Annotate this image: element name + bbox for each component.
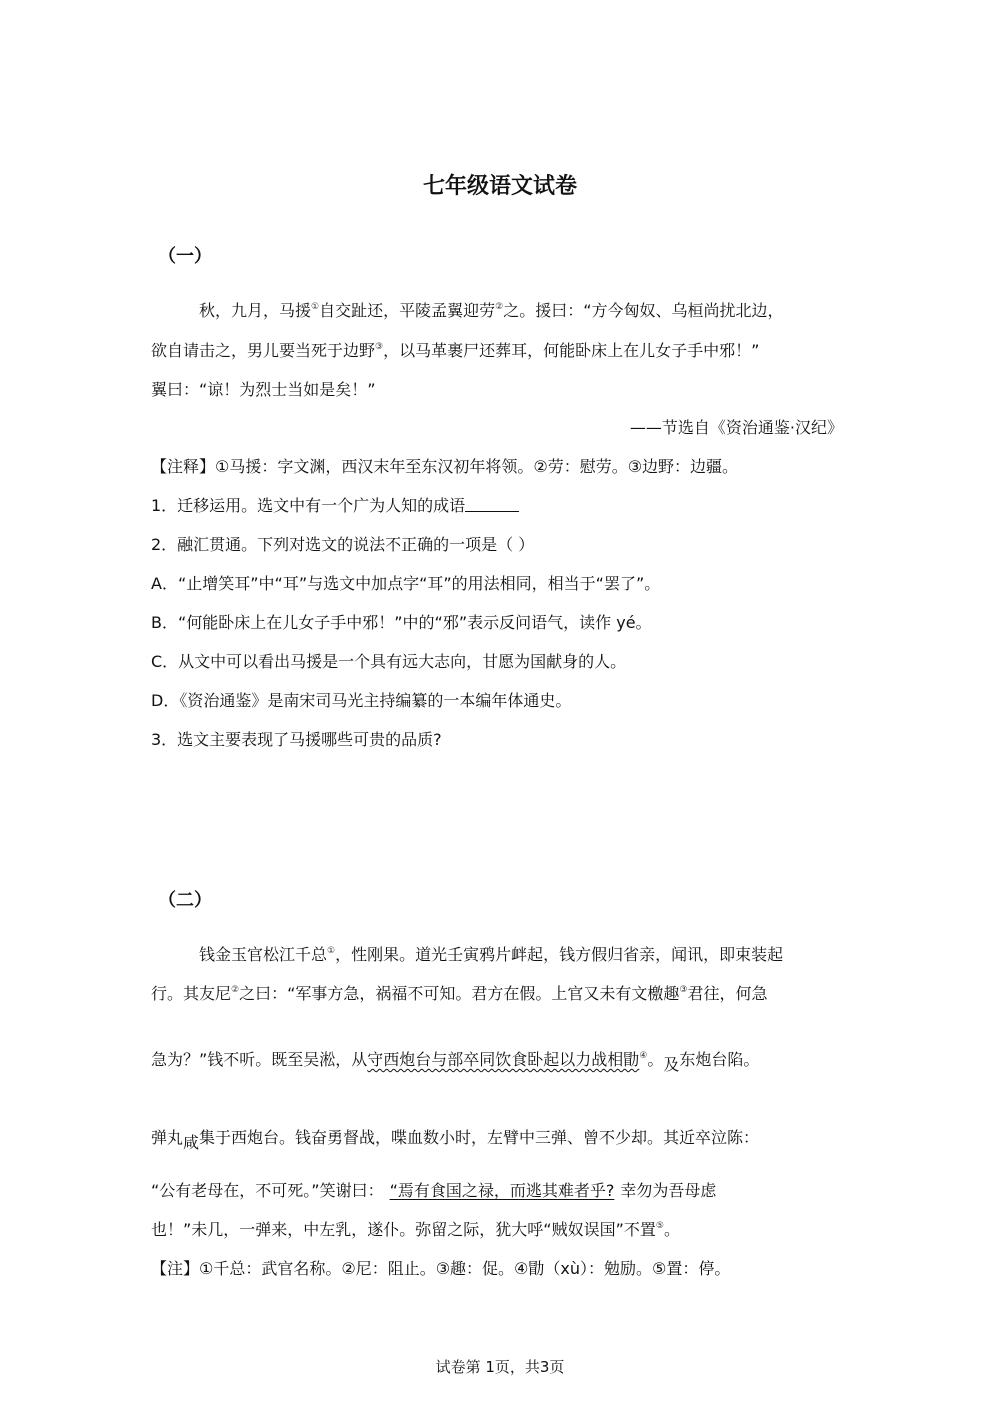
footnote-mark: ① [311,302,320,312]
text-run: 。 [663,1220,680,1239]
passage1-notes: 【注释】①马援：字文渊，西汉末年至东汉初年将领。②劳：慰劳。③边野：边疆。 [151,457,739,476]
answer-blank[interactable] [465,497,519,512]
option-d: D．《资治通鉴》是南宋司马光主持编纂的一本编年体通史。 [151,691,572,710]
passage1-line2 [151,341,759,361]
text-run: 之。援曰：“方今匈奴、乌桓尚扰北边， [503,301,784,320]
passage1-line1 [199,301,783,321]
underlined-sentence: “焉有食国之禄，而逃其难者乎? [389,1181,615,1200]
text-run: ，以马革裹尸还葬耳，何能卧床上在儿女子手中邪！” [383,341,760,360]
option-c: C．从文中可以看出马援是一个具有远大志向，甘愿为国献身的人。 [151,652,627,671]
footnote-mark: ① [327,946,336,956]
question-1 [151,496,519,516]
footnote-mark: ② [495,302,504,312]
text-run: 集于西炮台。钱奋勇督战，喋血数小时，左臂中三弹、曾不少却。其近卒泣陈： [199,1128,760,1147]
text-run: 自交趾还，平陵孟翼迎劳 [319,301,496,320]
passage1-source: ——节选自《资治通鉴·汉纪》 [629,418,843,437]
footnote-mark: ③ [375,342,384,352]
text-run: 君往，何急 [687,984,768,1003]
question-3: 3．选文主要表现了马援哪些可贵的品质? [151,730,442,749]
text-run: 幸勿为吾母虑 [620,1181,717,1200]
passage2-line4 [151,1128,760,1152]
marked-character: 及 [663,1055,680,1074]
text-run: 也！”未几，一弹来，中左乳，遂仆。弥留之际，犹大呼“贼奴误国”不置 [151,1220,656,1239]
section-heading-2: （二） [158,890,212,911]
footnote-mark: ② [231,985,240,995]
text-run: 弹丸 [151,1128,184,1147]
question-text: 1．迁移运用。选文中有一个广为人知的成语 [151,496,466,515]
option-b: B．“何能卧床上在儿女子手中邪！”中的“邪”表示反问语气，读作 yé。 [151,613,652,632]
text-run: 之曰：“军事方急，祸福不可知。君方在假。上官又未有文檄趣 [239,984,680,1003]
footnote-mark: ③ [679,985,688,995]
text-run: ，性刚果。道光壬寅鸦片衅起，钱方假归省亲，闻讯，即束装起 [335,945,784,964]
text-run: 。 [647,1050,664,1069]
footnote-mark: ④ [639,1051,648,1061]
text-run: 欲自请击之，男儿要当死于边野 [151,341,376,360]
text-run: 秋，九月，马援 [199,301,312,320]
marked-character: 咸 [183,1133,200,1152]
footnote-mark: ⑤ [655,1221,664,1231]
text-run: 东炮台陷。 [679,1050,760,1069]
passage2-notes: 【注】①千总：武官名称。②尼：阻止。③趣：促。④勖（xù）：勉励。⑤置：停。 [151,1259,731,1278]
text-run: 行。其友尼 [151,984,232,1003]
section-heading-1: （一） [158,246,212,267]
text-run: 急为？”钱不听。既至吴淞，从 [151,1050,368,1069]
passage2-line2 [151,984,767,1004]
passage1-line3: 翼曰：“谅！为烈士当如是矣！” [151,380,376,399]
option-a: A．“止增笑耳”中“耳”与选文中加点字“耳”的用法相同，相当于“罢了”。 [151,574,661,593]
text-run: 钱金玉官松江千总 [199,945,328,964]
wavy-underlined-phrase: 守西炮台与部卒同饮食卧起以力战相勖 [367,1050,640,1069]
text-run: “公有老母在，不可死。”笑谢曰： [151,1181,384,1200]
passage2-line1 [199,945,783,965]
page-title: 七年级语文试卷 [422,174,577,199]
passage2-line3 [151,1050,760,1074]
passage2-line5 [151,1181,716,1201]
passage2-line6 [151,1220,680,1240]
question-2: 2．融汇贯通。下列对选文的说法不正确的一项是（ ） [151,535,535,554]
page-footer: 试卷第 1页，共3页 [435,1358,565,1376]
